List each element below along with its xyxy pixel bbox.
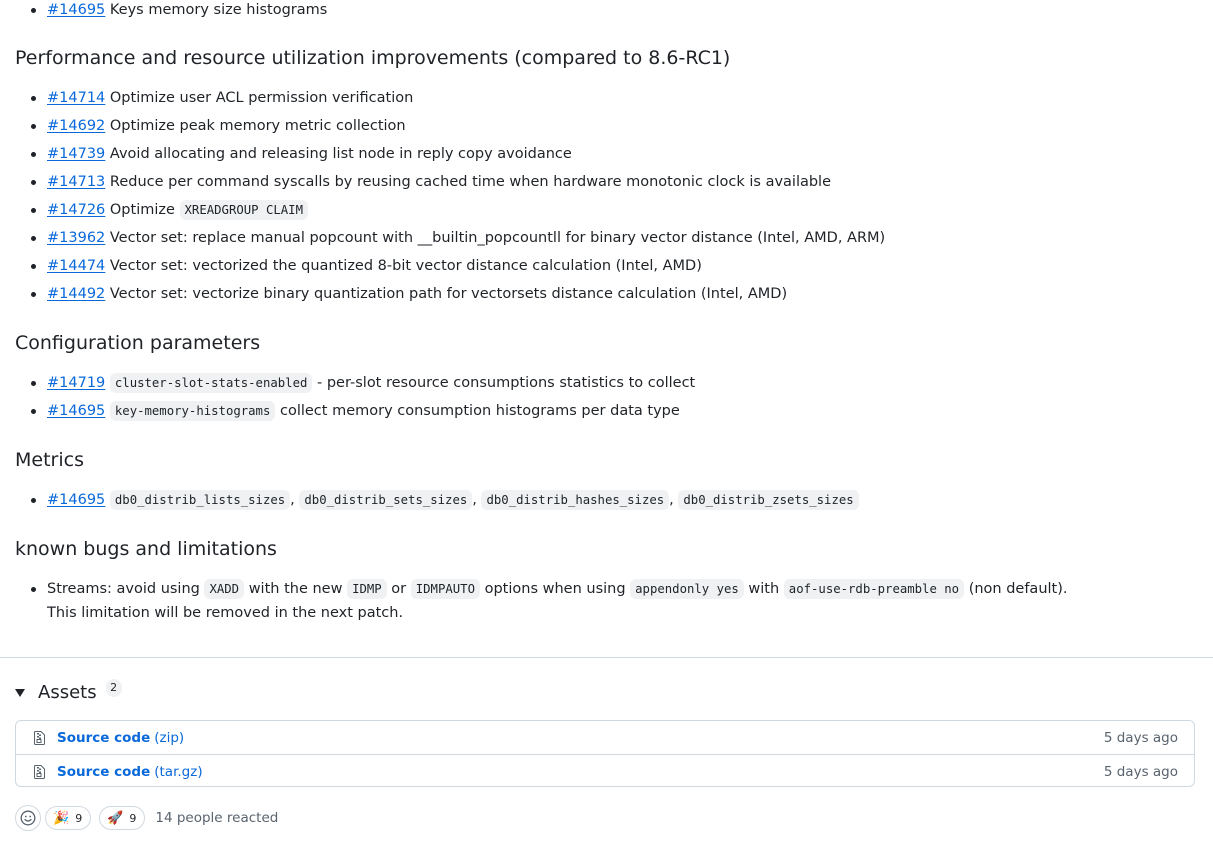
section-heading-bugs: known bugs and limitations bbox=[15, 538, 277, 560]
section-heading-metrics: Metrics bbox=[15, 449, 84, 471]
list-item bbox=[15, 228, 1205, 256]
asset-date: 5 days ago bbox=[1103, 729, 1178, 746]
add-reaction-button[interactable] bbox=[15, 805, 41, 831]
inline-code: cluster-slot-stats-enabled bbox=[110, 373, 313, 393]
item-text: Vector set: vectorize binary quantization path for vectorsets distance calculation (Intel, AMD) bbox=[109, 286, 788, 302]
assets-toggle[interactable] bbox=[15, 680, 122, 704]
section-heading-config: Configuration parameters bbox=[15, 332, 261, 354]
reaction-rocket-button[interactable] bbox=[99, 806, 145, 830]
reactions-bar bbox=[15, 805, 278, 831]
list-item bbox=[15, 490, 1205, 518]
issue-link[interactable]: #14692 bbox=[47, 118, 106, 134]
issue-link[interactable]: #14714 bbox=[47, 90, 106, 106]
issue-link[interactable]: #13962 bbox=[47, 230, 106, 246]
item-text: Reduce per command syscalls by reusing cached time when hardware monotonic clock is available bbox=[109, 174, 832, 190]
config-list bbox=[15, 373, 1205, 429]
inline-code: key-memory-histograms bbox=[110, 401, 275, 421]
file-zip-icon bbox=[34, 731, 45, 745]
issue-link[interactable]: #14492 bbox=[47, 286, 106, 302]
separator: , bbox=[472, 492, 477, 508]
inline-code: db0_distrib_sets_sizes bbox=[299, 490, 472, 510]
caret-down-icon bbox=[15, 689, 25, 697]
separator: , bbox=[669, 492, 674, 508]
list-item bbox=[15, 88, 1205, 116]
issue-link[interactable]: #14713 bbox=[47, 174, 106, 190]
inline-code: appendonly yes bbox=[630, 579, 744, 599]
separator: , bbox=[290, 492, 295, 508]
asset-date: 5 days ago bbox=[1103, 763, 1178, 780]
issue-link[interactable]: #14474 bbox=[47, 258, 106, 274]
asset-download-link[interactable]: Source code bbox=[57, 729, 151, 746]
assets-title: Assets bbox=[38, 681, 97, 703]
list-item bbox=[15, 116, 1205, 144]
inline-code: db0_distrib_lists_sizes bbox=[110, 490, 290, 510]
list-item bbox=[15, 172, 1205, 200]
list-item bbox=[15, 200, 1205, 228]
issue-link[interactable]: #14719 bbox=[47, 375, 106, 391]
item-text: collect memory consumption histograms per data type bbox=[275, 403, 680, 419]
item-text: Avoid allocating and releasing list node in reply copy avoidance bbox=[109, 146, 572, 162]
list-item bbox=[15, 0, 1205, 28]
item-text: - per-slot resource consumptions statistics to collect bbox=[312, 375, 696, 391]
inline-code: XREADGROUP CLAIM bbox=[180, 200, 308, 220]
issue-link[interactable]: #14695 bbox=[47, 403, 106, 419]
assets-list bbox=[15, 720, 1195, 787]
reaction-count: 9 bbox=[75, 811, 83, 825]
item-text-line2: This limitation will be removed in the next patch. bbox=[47, 605, 404, 621]
hooray-icon: 🎉 bbox=[53, 810, 70, 826]
rocket-icon: 🚀 bbox=[107, 810, 124, 826]
smiley-icon bbox=[20, 810, 36, 826]
top-list bbox=[15, 0, 1205, 28]
item-text: Vector set: vectorized the quantized 8-bit vector distance calculation (Intel, AMD) bbox=[109, 258, 702, 274]
item-text: (non default). bbox=[968, 581, 1068, 597]
asset-row bbox=[16, 721, 1194, 754]
issue-link[interactable]: #14695 bbox=[47, 492, 106, 508]
bugs-list bbox=[15, 579, 1205, 623]
item-text: options when using bbox=[484, 581, 626, 597]
issue-link[interactable]: #14695 bbox=[47, 2, 106, 18]
issue-link[interactable]: #14739 bbox=[47, 146, 106, 162]
item-text: Optimize user ACL permission verification bbox=[109, 90, 414, 106]
inline-code: XADD bbox=[204, 579, 244, 599]
asset-ext[interactable]: (tar.gz) bbox=[154, 763, 203, 780]
item-text: with bbox=[748, 581, 780, 597]
asset-download-link[interactable]: Source code bbox=[57, 763, 151, 780]
item-text: Optimize bbox=[109, 202, 175, 218]
reaction-hooray-button[interactable] bbox=[45, 806, 91, 830]
list-item bbox=[15, 284, 1205, 312]
inline-code: IDMPAUTO bbox=[411, 579, 480, 599]
section-heading-performance: Performance and resource utilization improvements (compared to 8.6-RC1) bbox=[15, 47, 731, 69]
list-item bbox=[15, 373, 1205, 401]
list-item bbox=[15, 401, 1205, 429]
reaction-count: 9 bbox=[129, 811, 137, 825]
item-text: with the new bbox=[248, 581, 343, 597]
assets-count-badge: 2 bbox=[106, 679, 122, 697]
inline-code: aof-use-rdb-preamble no bbox=[784, 579, 964, 599]
file-zip-icon bbox=[34, 765, 45, 779]
inline-code: IDMP bbox=[347, 579, 387, 599]
item-text: or bbox=[391, 581, 407, 597]
asset-ext[interactable]: (zip) bbox=[154, 729, 185, 746]
item-text: Vector set: replace manual popcount with __builtin_popcountll for binary vector distance (Intel, AMD, ARM) bbox=[109, 230, 886, 246]
item-text: Keys memory size histograms bbox=[109, 2, 328, 18]
list-item bbox=[15, 256, 1205, 284]
list-item bbox=[15, 144, 1205, 172]
section-divider bbox=[0, 657, 1213, 658]
asset-row bbox=[16, 754, 1194, 788]
inline-code: db0_distrib_zsets_sizes bbox=[678, 490, 858, 510]
item-text: Streams: avoid using bbox=[47, 581, 200, 597]
list-item bbox=[15, 579, 1205, 623]
issue-link[interactable]: #14726 bbox=[47, 202, 106, 218]
inline-code: db0_distrib_hashes_sizes bbox=[481, 490, 669, 510]
item-text: Optimize peak memory metric collection bbox=[109, 118, 406, 134]
reactions-summary: 14 people reacted bbox=[155, 810, 279, 826]
performance-list bbox=[15, 88, 1205, 312]
metrics-list bbox=[15, 490, 1205, 518]
